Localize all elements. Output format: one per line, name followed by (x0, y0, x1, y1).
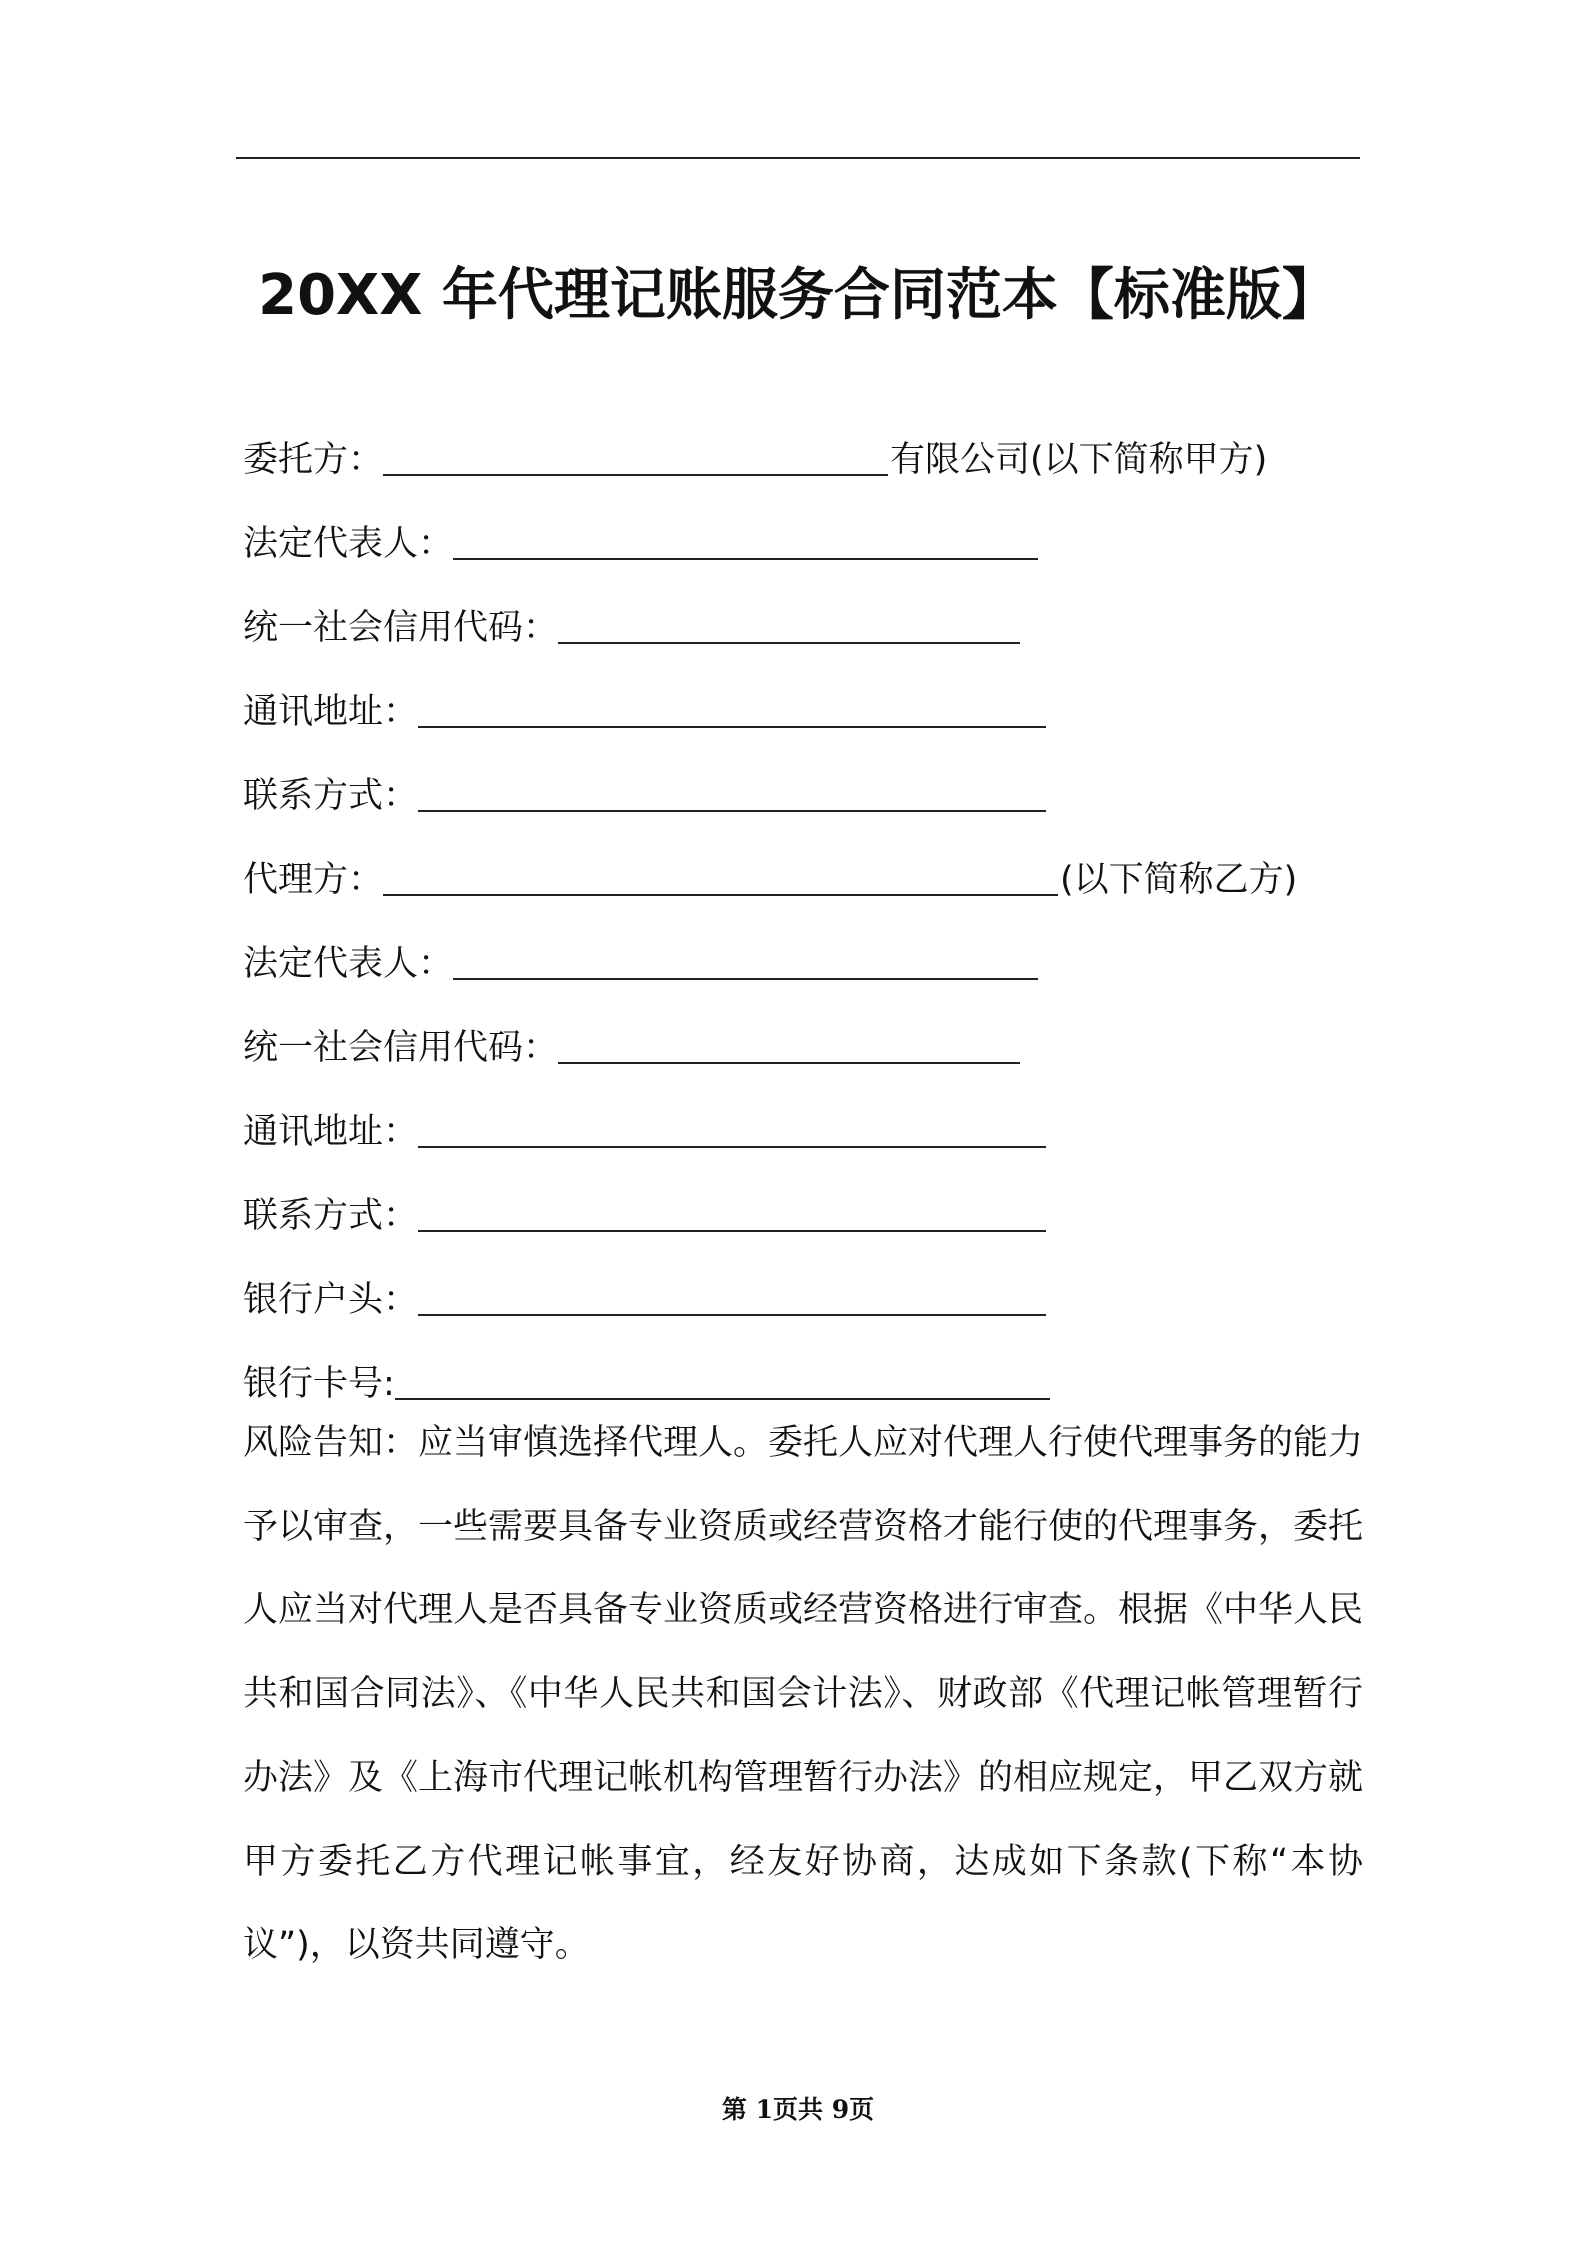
client-credit-code-field (243, 566, 1368, 650)
bank-account-name-field (243, 1238, 1368, 1322)
client-legal-rep-field (243, 482, 1368, 566)
field-label: 法定代表人： (243, 524, 454, 564)
field-suffix: (以下简称乙方) (1060, 860, 1298, 900)
field-label: 法定代表人： (243, 944, 454, 984)
document-title: 20XX 年代理记账服务合同范本【标准版】 (258, 262, 1338, 328)
fill-blank[interactable] (395, 1398, 1050, 1400)
bank-card-number-field (243, 1322, 1368, 1406)
field-label: 联系方式： (243, 776, 419, 816)
fill-blank[interactable] (418, 1146, 1046, 1148)
fill-blank[interactable] (418, 726, 1046, 728)
field-label: 代理方： (243, 860, 384, 900)
fill-blank[interactable] (418, 810, 1046, 812)
field-suffix: 有限公司(以下简称甲方) (890, 440, 1268, 480)
page-number: 第 1页共 9页 (721, 2095, 875, 2124)
client-name-field (243, 398, 1368, 482)
field-label: 委托方： (243, 440, 384, 480)
fill-blank[interactable] (418, 1314, 1046, 1316)
agent-name-field (243, 818, 1368, 902)
field-label: 通讯地址： (243, 1112, 419, 1152)
agent-contact-field (243, 1154, 1368, 1238)
client-address-field (243, 650, 1368, 734)
fill-blank[interactable] (418, 1230, 1046, 1232)
fill-blank[interactable] (453, 978, 1038, 980)
header-rule (236, 157, 1360, 159)
agent-credit-code-field (243, 986, 1368, 1070)
client-contact-field (243, 734, 1368, 818)
fill-blank[interactable] (453, 558, 1038, 560)
agent-address-field (243, 1070, 1368, 1154)
field-label: 联系方式： (243, 1196, 419, 1236)
fill-blank[interactable] (558, 642, 1020, 644)
field-label: 银行户头： (243, 1280, 419, 1320)
field-label: 统一社会信用代码： (243, 608, 559, 648)
field-label: 通讯地址： (243, 692, 419, 732)
field-label: 银行卡号: (243, 1364, 395, 1404)
party-fields (243, 398, 1368, 1406)
agent-legal-rep-field (243, 902, 1368, 986)
risk-notice-paragraph: 风险告知：应当审慎选择代理人。委托人应对代理人行使代理事务的能力予以审查，一些需要具备专业资质或经营资格才能行使的代理事务，委托人应当对代理人是否具备专业资质或经营资格进行审查。根据《中华人民共和国合同法》、《中华人民共和国会计法》、财政部《代理记帐管理暂行办法》及《上海市代理记帐机构管理暂行办法》的相应规定，甲乙双方就甲方委托乙方代理记帐事宜，经友好协商，达成如下条款(下称“本协议”)，以资共同遵守。 (243, 1423, 1364, 1966)
field-label: 统一社会信用代码： (243, 1028, 559, 1068)
fill-blank[interactable] (558, 1062, 1020, 1064)
fill-blank[interactable] (383, 474, 888, 476)
fill-blank[interactable] (383, 894, 1058, 896)
